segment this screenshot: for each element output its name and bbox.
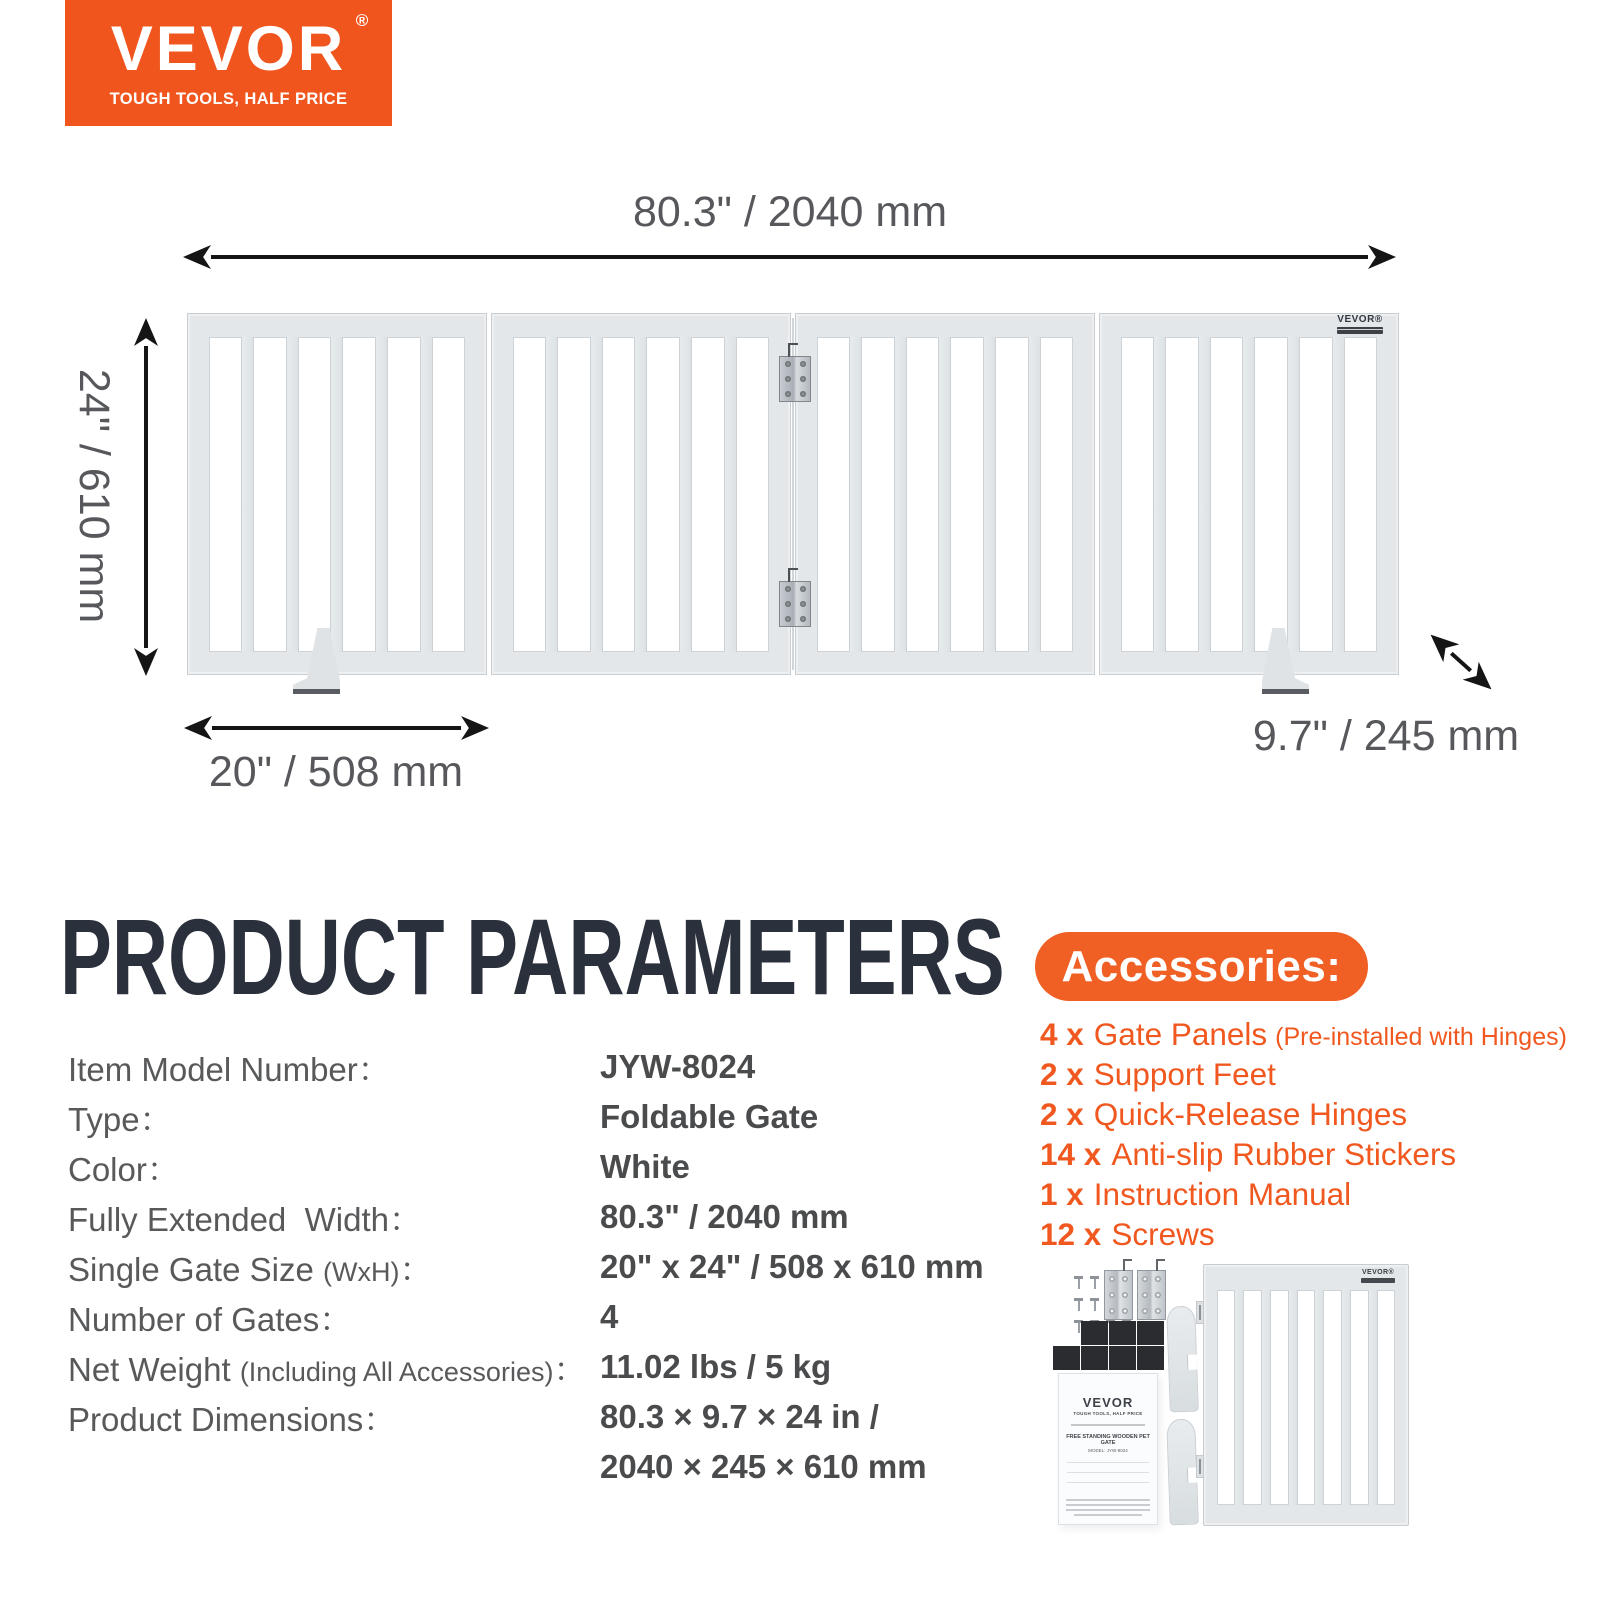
hinge-icon	[779, 581, 811, 627]
gate-bar	[1332, 337, 1345, 652]
parameter-value: 2040 × 245 × 610 mm	[600, 1448, 927, 1485]
gate-bar	[1288, 1290, 1298, 1505]
parameter-label: Fully Extended Width：	[68, 1200, 422, 1238]
gate-bar	[375, 337, 388, 652]
accessories-photo	[1048, 1262, 1448, 1554]
rubber-sticker	[1137, 1321, 1164, 1345]
accessory-name: Support Feet	[1093, 1056, 1276, 1092]
height-arrow	[133, 318, 159, 676]
gate-bar	[1287, 337, 1300, 652]
gate-bar	[679, 337, 692, 652]
accessory-name: Anti-slip Rubber Stickers	[1111, 1136, 1457, 1172]
accessory-item	[1040, 1096, 1567, 1136]
parameter-row	[68, 1292, 998, 1342]
gate-bar	[724, 337, 737, 652]
gate-bar	[849, 337, 862, 652]
accessory-name: Gate Panels	[1093, 1016, 1268, 1052]
accessories-heading: Accessories:	[1061, 941, 1342, 991]
depth-label: 9.7" / 245 mm	[1252, 712, 1520, 760]
parameter-label: Number of Gates：	[68, 1300, 353, 1338]
manual-tagline: TOUGH TOOLS, HALF PRICE	[1073, 1411, 1143, 1416]
parameter-row	[68, 1192, 998, 1242]
parameter-label: Product Dimensions：	[68, 1400, 397, 1438]
accessory-qty: 2 x	[1040, 1096, 1084, 1132]
accessory-name: Screws	[1111, 1216, 1215, 1252]
parameter-row	[68, 1442, 998, 1492]
gate-bar	[420, 337, 433, 652]
parameter-row	[68, 1242, 998, 1292]
support-foot-image	[1166, 1419, 1199, 1526]
gate-bar	[545, 337, 558, 652]
gate-panel-1	[187, 313, 487, 675]
parameter-row	[68, 1092, 998, 1142]
manual-title: FREE STANDING WOODEN PET GATE	[1066, 1434, 1150, 1446]
accessory-qty: 12 x	[1040, 1216, 1102, 1252]
gate-bar	[1153, 337, 1166, 652]
gate-bar	[938, 337, 951, 652]
screw-icon	[1074, 1298, 1083, 1311]
manual-divider	[1071, 1424, 1145, 1426]
accessory-qty: 2 x	[1040, 1056, 1084, 1092]
parameter-label: Net Weight (Including All Accessories)：	[68, 1350, 587, 1388]
parameter-row	[68, 1142, 998, 1192]
registered-mark: ®	[355, 10, 369, 30]
gate-bar	[634, 337, 647, 652]
parameter-value: 4	[600, 1298, 619, 1335]
panel-brand-sticker: VEVOR®	[1356, 1269, 1400, 1284]
logo-wordmark: VEVOR ®	[110, 10, 369, 84]
hinge-icon	[1104, 1270, 1133, 1320]
parameter-label: Color：	[68, 1150, 180, 1188]
parameters-table	[68, 1042, 998, 1492]
total-width-arrow	[183, 244, 1396, 270]
rubber-sticker	[1081, 1321, 1108, 1345]
gate-bar	[590, 337, 603, 652]
gate-bar	[983, 337, 996, 652]
accessories-list	[1040, 1016, 1567, 1256]
rubber-sticker	[1137, 1346, 1164, 1370]
gate-bar	[330, 337, 343, 652]
gate-panel-3	[795, 313, 1095, 675]
panel-width-label: 20" / 508 mm	[208, 748, 464, 796]
gate-bar	[1314, 1290, 1324, 1505]
gate-bar	[1242, 337, 1255, 652]
parameter-value: JYW-8024	[600, 1048, 756, 1085]
gate-bar	[1028, 337, 1041, 652]
gate-bar	[1261, 1290, 1271, 1505]
parameter-row	[68, 1392, 998, 1442]
accessory-item	[1040, 1136, 1567, 1176]
screw-icon	[1074, 1276, 1083, 1289]
instruction-manual-image	[1058, 1373, 1158, 1525]
parameter-value: 11.02 lbs / 5 kg	[600, 1348, 832, 1385]
logo-tagline: TOUGH TOOLS, HALF PRICE	[109, 89, 348, 108]
accessories-heading-pill	[1035, 932, 1368, 1001]
manual-brand: VEVOR	[1082, 1395, 1134, 1410]
gate-bar	[1198, 337, 1211, 652]
screw-icon	[1090, 1276, 1099, 1289]
parameter-row	[68, 1342, 998, 1392]
hinge-icon	[1137, 1270, 1166, 1320]
vevor-logo	[65, 0, 392, 126]
parameter-label: Item Model Number：	[68, 1050, 391, 1088]
parameter-value: 20" x 24" / 508 x 610 mm	[600, 1248, 984, 1285]
hinge-nub	[1196, 1455, 1204, 1478]
rubber-sticker	[1109, 1321, 1136, 1345]
gate-panel-2	[491, 313, 791, 675]
gate-bar	[241, 337, 254, 652]
accessory-item	[1040, 1016, 1567, 1056]
accessory-note: (Pre-installed with Hinges)	[1275, 1023, 1567, 1051]
accessory-qty: 1 x	[1040, 1176, 1084, 1212]
page-title: PRODUCT PARAMETERS	[60, 896, 1005, 1017]
rubber-sticker	[1081, 1346, 1108, 1370]
accessory-qty: 4 x	[1040, 1016, 1084, 1052]
gate-bar	[1341, 1290, 1351, 1505]
parameter-value: White	[600, 1148, 690, 1185]
accessory-qty: 14 x	[1040, 1136, 1102, 1172]
accessory-item	[1040, 1056, 1567, 1096]
rubber-sticker	[1109, 1346, 1136, 1370]
manual-model: MODEL: JYW-8024	[1088, 1448, 1128, 1453]
hinge-icon	[779, 356, 811, 402]
gate-panel-image	[1203, 1264, 1409, 1526]
panel-width-arrow	[184, 715, 489, 741]
panel-brand-sticker: VEVOR®	[1328, 315, 1392, 335]
total-width-label: 80.3" / 2040 mm	[632, 188, 948, 236]
gate-bar	[894, 337, 907, 652]
gate-bar	[1234, 1290, 1244, 1505]
parameter-label: Single Gate Size (WxH)：	[68, 1250, 433, 1288]
parameter-row	[68, 1042, 998, 1092]
accessory-name: Instruction Manual	[1093, 1176, 1352, 1212]
gate-bar	[1368, 1290, 1378, 1505]
accessory-item	[1040, 1216, 1567, 1256]
gate-bar	[286, 337, 299, 652]
accessory-name: Quick-Release Hinges	[1093, 1096, 1408, 1132]
depth-arrow	[1422, 625, 1500, 699]
sticker-fineprint	[1361, 1278, 1395, 1283]
product-parameters-page: VEVOR ® TOUGH TOOLS, HALF PRICE 80.3" / 2040 mm 24" / 610 mm VEVOR® 20" / 508 mm 9.7" / 245 mm PRODUCT PARAMETERS Item Model Number： JYW-8024 Type： Foldable Gate Color： White Fully Extended Width： 80.3" / 2040 mm Single Gate Size (WxH)： 20" x 24" / 508 x 610 mm Number of Gates： 4 Net Weight (Including All Accessories)： 11.02 lbs / 5 kg Product Dimensions： 80.3 × 9.7 × 24 in / 2040 × 245 × 610 mm Accessories: 4 x Gate Panels (Pre-installed with Hinges) 2 x Support Feet 2 x Quick-Release Hinges 14 x Anti-slip Rubber Stickers 1 x Instruction Manual 12 x Screws VEVOR TOUGH TOOLS, HALF PRICE FREE STANDING WOODEN PET GATE MODEL: JYW-8024 VEVOR®	[0, 0, 1600, 1600]
support-foot-image	[1166, 1306, 1199, 1413]
screw-icon	[1090, 1298, 1099, 1311]
sticker-fineprint	[1337, 327, 1383, 334]
gate-panel-4	[1099, 313, 1399, 675]
parameter-value: Foldable Gate	[600, 1098, 819, 1135]
rubber-sticker	[1053, 1346, 1080, 1370]
accessory-item	[1040, 1176, 1567, 1216]
parameter-value: 80.3 × 9.7 × 24 in /	[600, 1398, 879, 1435]
parameter-value: 80.3" / 2040 mm	[600, 1198, 849, 1235]
hinge-nub	[1196, 1301, 1204, 1324]
parameter-label: Type：	[68, 1100, 173, 1138]
